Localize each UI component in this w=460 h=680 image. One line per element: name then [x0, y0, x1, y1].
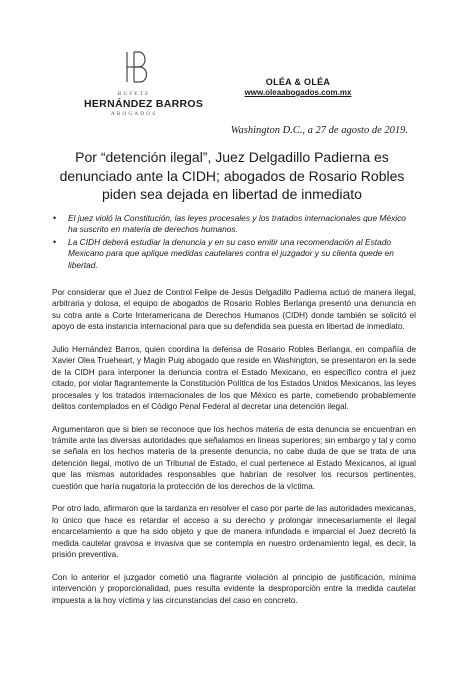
headline: Por “detención ilegal”, Juez Delgadillo Padierna es denunciado ante la CIDH; abogados de Rosario Robles piden sea dejada en libertad de inmediato	[59, 149, 405, 202]
dateline: Washington D.C., a 27 de agosto de 2019.	[230, 125, 408, 136]
logo-abogados-text: ABOGADOS	[110, 111, 158, 117]
article-body	[52, 287, 416, 617]
paragraph: Argumentaron que si bien se reconoce que los hechos materia de esta denuncia se encuentran en trámite ante las diversas autoridades que señalamos en líneas superiores; sin embargo y tal y como se señala en los hechos materia de la presente denuncia, no cabe duda de que se trata de una detención ilegal, motivo de un Tribunal de Estado, el cual pertenece al Estado Mexicanos, al igual que las mismas autoridades responsables que habrían de resolver los recursos pertinentes, cuestión que haría nugatoria la protección de los derechos de la víctima.	[52, 424, 416, 491]
paragraph: Por considerar que el Juez de Control Felipe de Jesús Delgadillo Padierna actuó de manera ilegal, arbitraria y dolosa, el equipo de abogados de Rosario Robles Berlanga presentó una denuncia en su cotra ante a Corte Interamericana de Derechos Humanos (CIDH) donde también se solicitó el apoyo de esta instancia internacional para que su defendida sea puesta en libertad de inmediato.	[52, 288, 416, 332]
firm-header	[233, 77, 363, 97]
paragraph: Con lo anterior el juzgador cometió una flagrante violación al principio de justificación, mínima intervención y proporcionalidad, pues resulta evidente la desproporción entre la medida cautelar impuesta a la hoy víctima y las circunstancias del caso en concreto.	[52, 572, 416, 605]
firm-name: OLÉA & OLÉA	[265, 77, 331, 87]
firm-url-link[interactable]: www.oleaabogados.com.mx	[244, 88, 352, 97]
summary-bullets	[44, 213, 416, 272]
bullet-item: • La CIDH deberá estudiar la denuncia y en su caso emitir una recomendación al Estado Mexicano para que aplique medidas cautelares contra el juzgador y su clienta quede en libertad.	[44, 237, 416, 271]
hb-monogram-icon	[118, 50, 150, 84]
logo-firm-name: HERNÁNDEZ BARROS	[84, 98, 204, 110]
logo-bufete-text: BUFETE	[117, 91, 151, 97]
hernandez-barros-logo	[84, 50, 204, 117]
paragraph: Por otro lado, afirmaron que la tardanza en resolver el caso por parte de las autoridades mexicanas, lo único que hace es retardar el acceso a su derecho y prolongar innecesariamente el ilegal encarcelamiento a que ha sido objeto y que de manera infundada e imparcial el Juez decretó la medida cautelar gravosa e invasiva que se contempla en nuestro ordenamiento legal, es decir, la prisión preventiva.	[52, 504, 416, 560]
paragraph: Julio Hernández Barros, quien coordina la defensa de Rosario Robles Berlanga, en compañía de Xavier Olea Trueheart, y Magin Puig abogado que reside en Washington, se presentaron en la sede de la CIDH para interponer la denuncia contra el Estado Mexicano, en específico contra el juez citado, por violar flagrantemente la Constitución Política de los Estados Unidos Mexicanos, las leyes procesales y los tratados internacionales de los que México es parte, cometiendo probablemente delitos contemplados en el Código Penal Federal al decretar una detención ilegal.	[52, 344, 416, 411]
bullet-item: • El juez violó la Constitución, las leyes procesales y los tratados internacionales que México ha suscrito en materia de derechos humanos.	[44, 213, 416, 236]
